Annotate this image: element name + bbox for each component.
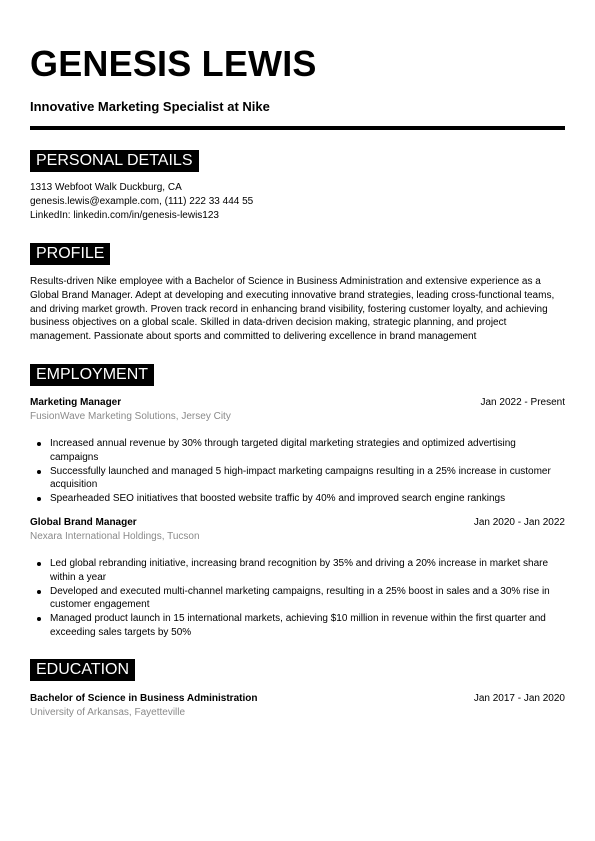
job-company: FusionWave Marketing Solutions, Jersey City	[30, 411, 231, 422]
job-achievements-list	[30, 557, 565, 640]
list-item: Spearheaded SEO initiatives that boosted website traffic by 40% and improved search engine rankings	[30, 492, 565, 506]
contact-text: genesis.lewis@example.com, (111) 222 33 444 55	[30, 196, 254, 207]
list-item: Led global rebranding initiative, increasing brand recognition by 35% and driving a 20% increase in market share within a year	[30, 557, 565, 585]
bullet-icon	[37, 497, 41, 501]
school-name: University of Arkansas, Fayetteville	[30, 707, 186, 718]
bullet-icon	[37, 617, 41, 621]
education-dates: Jan 2017 - Jan 2020	[473, 693, 565, 704]
list-item: Developed and executed multi-channel marketing campaigns, resulting in a 25% boost in sales and a 30% rise in customer engagement	[30, 585, 565, 613]
job-company: Nexara International Holdings, Tucson	[30, 531, 200, 542]
linkedin-text: LinkedIn: linkedin.com/in/genesis-lewis123	[30, 210, 219, 221]
candidate-name: GENESIS LEWIS	[30, 43, 317, 84]
bullet-icon	[37, 442, 41, 446]
bullet-icon	[37, 562, 41, 566]
bullet-icon	[37, 470, 41, 474]
address-text: 1313 Webfoot Walk Duckburg, CA	[30, 182, 182, 193]
section-title-personal-details: PERSONAL DETAILS	[30, 150, 199, 172]
section-title-education: EDUCATION	[30, 659, 135, 681]
candidate-headline: Innovative Marketing Specialist at Nike	[30, 99, 270, 114]
bullet-icon	[37, 590, 41, 594]
job-title: Global Brand Manager	[30, 517, 137, 528]
list-item: Managed product launch in 15 international markets, achieving $10 million in revenue within the first quarter and exceeding sales targets by 50%	[30, 612, 565, 640]
degree-title: Bachelor of Science in Business Administration	[30, 693, 258, 704]
section-title-profile: PROFILE	[30, 243, 110, 265]
job-achievements-list	[30, 437, 565, 506]
section-title-employment: EMPLOYMENT	[30, 364, 154, 386]
job-dates: Jan 2020 - Jan 2022	[473, 517, 565, 528]
header-divider	[30, 126, 565, 130]
list-item: Successfully launched and managed 5 high-impact marketing campaigns resulting in a 25% increase in customer acquisition	[30, 465, 565, 493]
job-title: Marketing Manager	[30, 397, 122, 408]
job-dates: Jan 2022 - Present	[480, 397, 565, 408]
profile-summary: Results-driven Nike employee with a Bachelor of Science in Business Administration and extensive experience as a Global Brand Manager. Adept at developing and executing innovative brand strategies, leading cross-functional teams, and driving market growth. Proven track record in enhancing brand visibility, fostering customer loyalty, and achieving business objectives on a global scale. Skilled in data-driven decision making, strategic planning, and project management. Passionate about sports and committed to delivering excellence in brand management	[30, 276, 555, 343]
list-item: Increased annual revenue by 30% through targeted digital marketing strategies and optimized advertising campaigns	[30, 437, 565, 465]
